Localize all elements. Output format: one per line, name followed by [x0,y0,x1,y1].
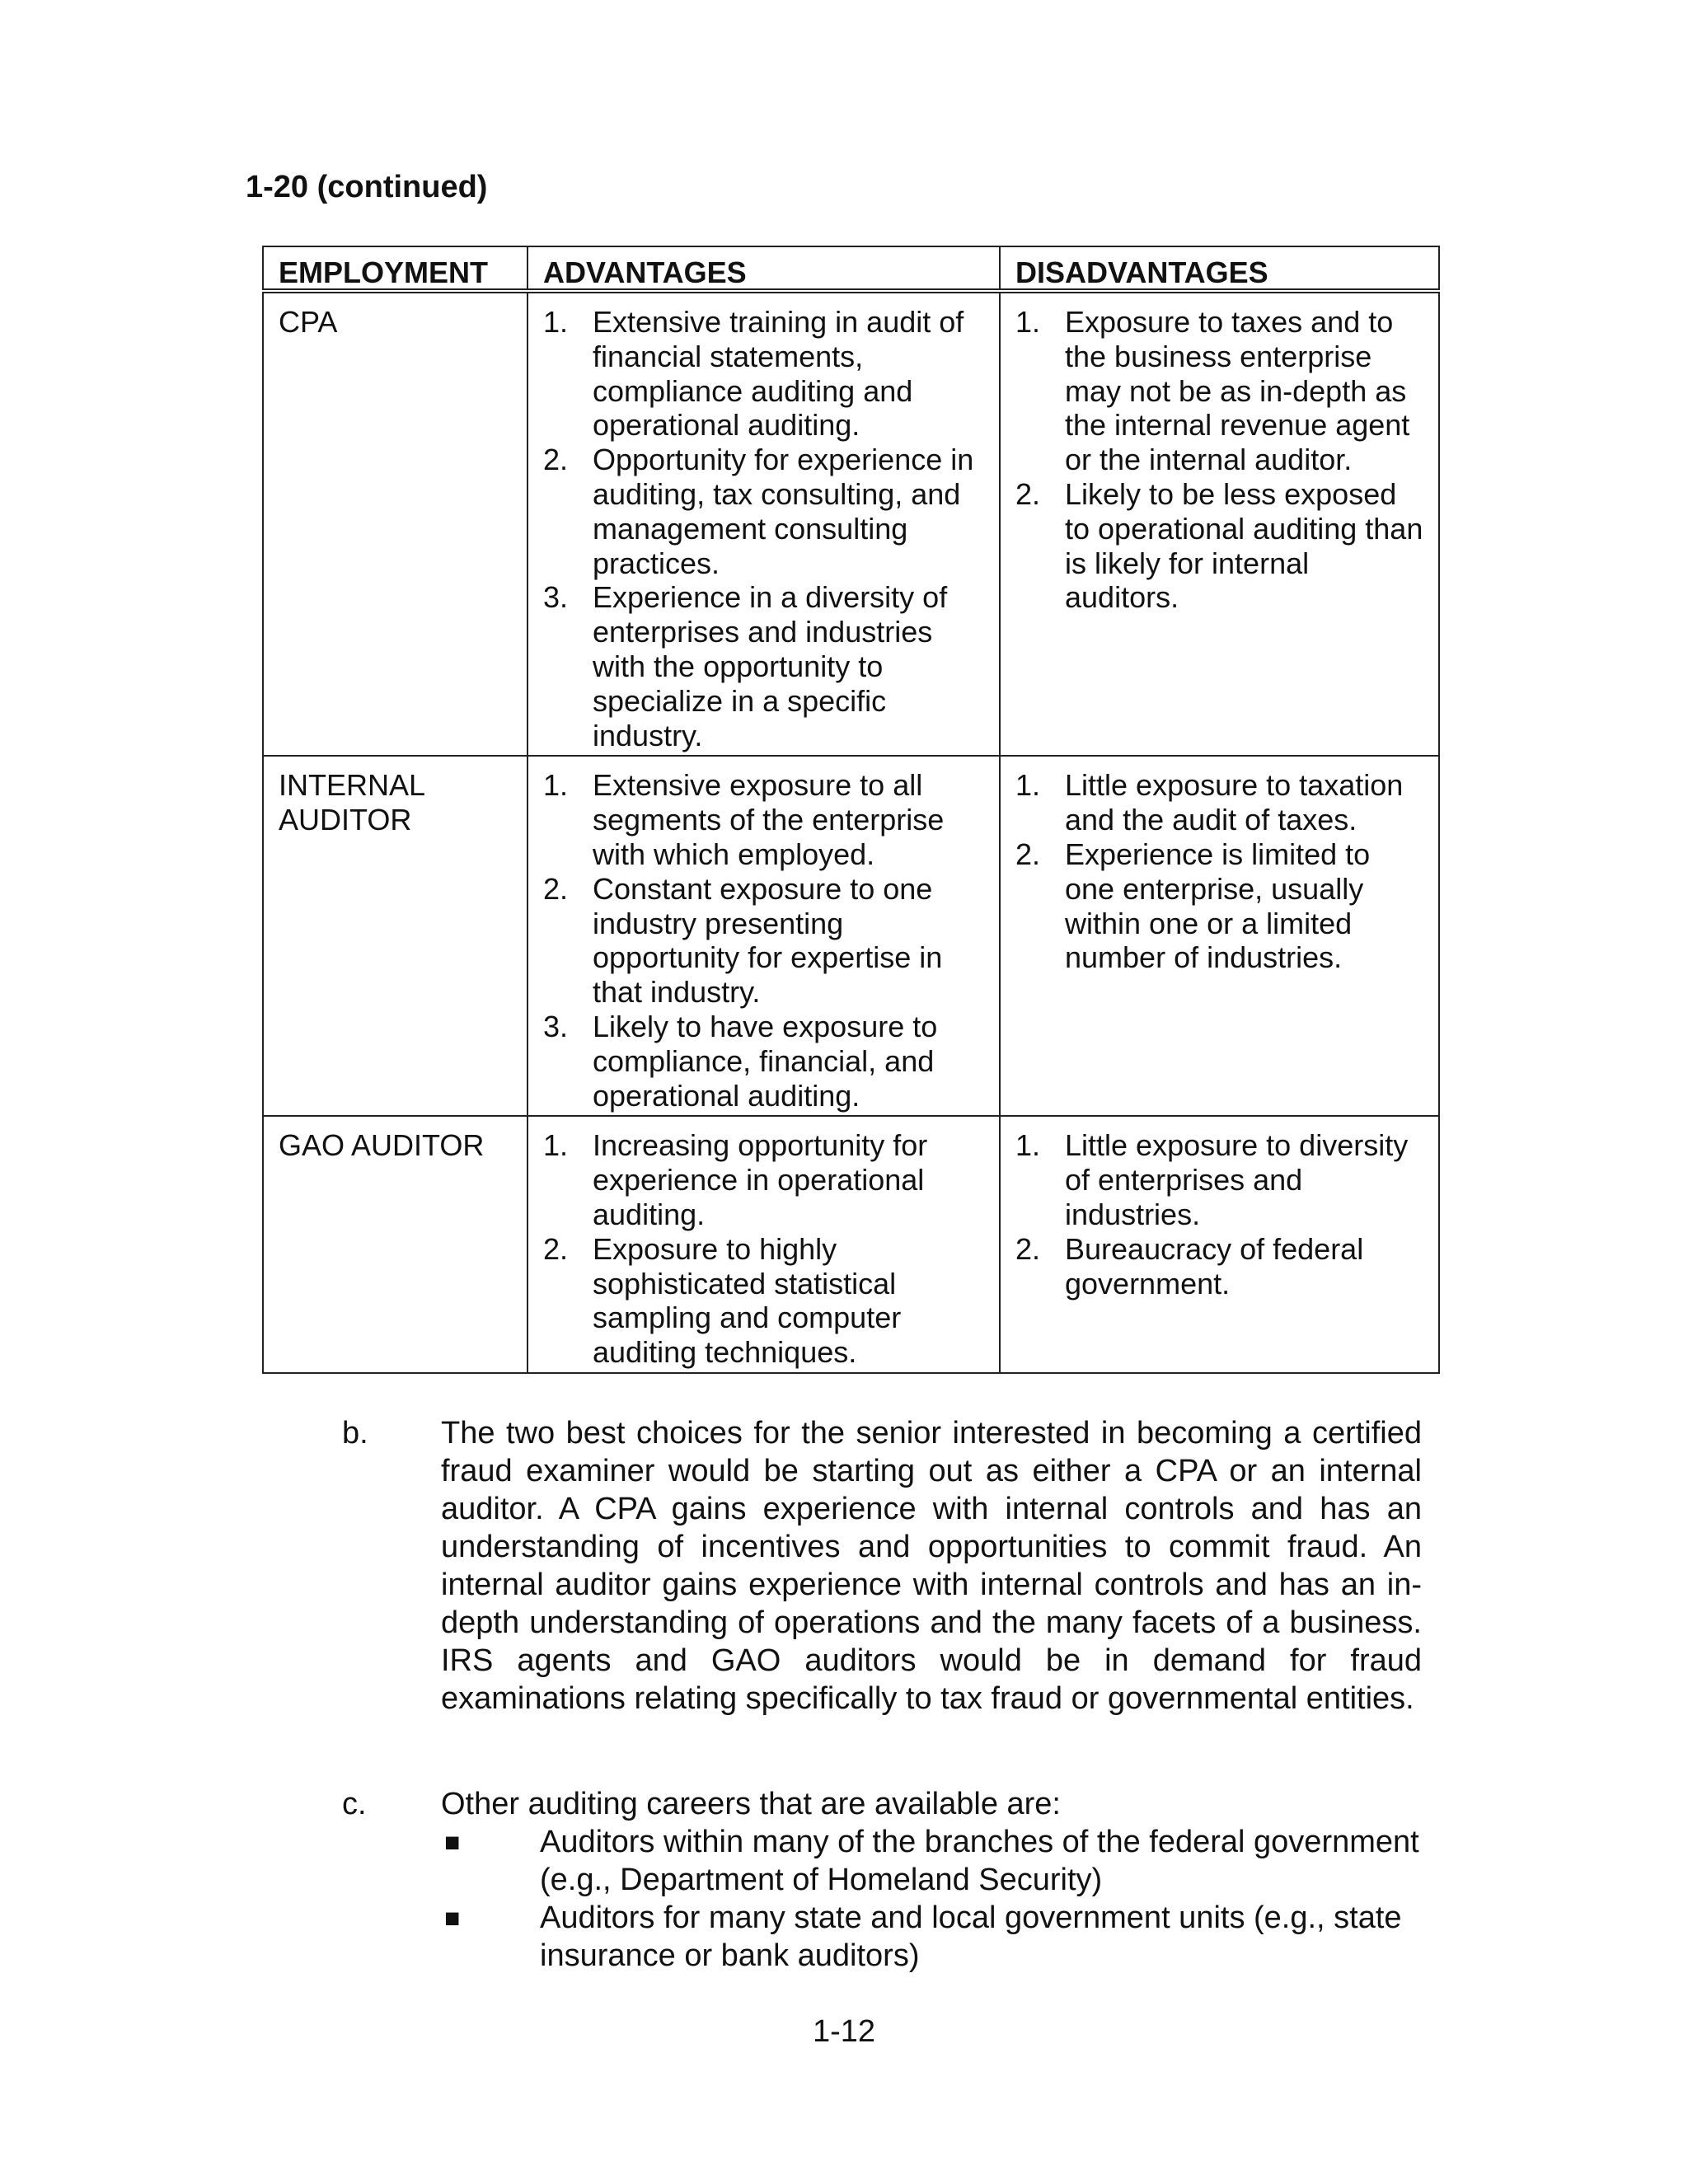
list-item [1015,768,1423,837]
item-number: 1. [543,1128,569,1163]
square-bullet-icon: ■ [444,1827,461,1857]
employment-label: INTERNAL AUDITOR [279,768,424,837]
item-text: Extensive exposure to all segments of the enterprise with which employed. [593,768,945,871]
item-number: 2. [543,443,569,477]
square-bullet-icon: ■ [444,1903,461,1933]
item-number: 2. [543,1231,569,1266]
item-number: 1. [543,768,569,803]
item-number: 1. [1015,305,1041,339]
employment-label: CPA [279,305,338,339]
item-text: Exposure to highly sophisticated statistical sampling and computer auditing techniques. [593,1231,902,1370]
list-item [1015,1232,1423,1301]
header-advantages: ADVANTAGES [528,246,1000,291]
table-row-internal-auditor [263,756,1439,1116]
header-disadvantages: DISADVANTAGES [1000,246,1439,291]
section-heading: 1-20 (continued) [246,170,488,204]
item-number: 3. [543,1009,569,1043]
item-number: 1. [1015,768,1041,803]
item-number: 1. [543,305,569,339]
item-text: Little exposure to diversity of enterprises and industries. [1065,1128,1409,1231]
part-b-marker: b. [342,1416,368,1451]
employment-cell [263,1116,528,1373]
item-text: Increasing opportunity for experience in operational auditing. [593,1128,928,1231]
list-item [1015,837,1423,975]
disadvantages-cell [1000,1116,1439,1373]
table-row-cpa [263,291,1439,756]
item-text: Little exposure to taxation and the audit of taxes. [1065,768,1404,837]
list-item [543,872,984,1010]
disadvantages-list [1015,1128,1423,1301]
advantages-cell [528,291,1000,756]
list-item [1015,305,1423,477]
item-text: Likely to be less exposed to operational auditing than is likely for internal auditors. [1065,476,1423,615]
disadvantages-list [1015,305,1423,615]
list-item [1015,1128,1423,1231]
item-text: Likely to have exposure to compliance, financial, and operational auditing. [593,1009,938,1113]
table-row-gao-auditor [263,1116,1439,1373]
part-b-paragraph [342,1414,1422,1718]
list-item [543,443,984,580]
careers-bullet-list [441,1823,1422,1975]
part-c-marker: c. [342,1787,367,1821]
part-b-text: The two best choices for the senior interested in becoming a certified fraud examiner would be starting out as either a CPA or an internal auditor. A CPA gains experience with internal controls and has an understanding of incentives and opportunities to commit fraud. An internal auditor gains experience with internal controls and has an in-depth understanding of operations and the many facets of a business. IRS agents and GAO auditors would be in demand for fraud examinations relating specifically to tax fraud or governmental entities. [441,1416,1422,1716]
advantages-list [543,305,984,752]
list-item [543,1010,984,1113]
list-item [543,768,984,871]
employment-cell [263,756,528,1116]
item-number: 3. [543,580,569,615]
item-number: 2. [1015,1231,1041,1266]
list-item [543,1232,984,1370]
part-c-intro: Other auditing careers that are available are: [441,1787,1061,1821]
disadvantages-list [1015,768,1423,975]
list-item [543,1128,984,1231]
header-employment: EMPLOYMENT [263,246,528,291]
item-text: Exposure to taxes and to the business enterprise may not be as in-depth as the internal revenue agent or the internal auditor. [1065,305,1410,477]
advantages-list [543,1128,984,1370]
item-number: 2. [543,871,569,906]
part-c-body [441,1785,1422,1975]
item-text: Constant exposure to one industry presenting opportunity for expertise in that industry. [593,871,943,1010]
table-header-row [263,246,1439,291]
item-text: Extensive training in audit of financial statements, compliance auditing and operational auditing. [593,305,964,443]
list-item [543,305,984,443]
advantages-cell [528,1116,1000,1373]
item-number: 2. [1015,837,1041,871]
disadvantages-cell [1000,291,1439,756]
advantages-cell [528,756,1000,1116]
part-c-section [342,1785,1422,1975]
employment-cell [263,291,528,756]
item-text: Experience in a diversity of enterprises and industries with the opportunity to specialize in a specific industry. [593,580,948,752]
employment-label: GAO AUDITOR [279,1128,485,1163]
item-text: Opportunity for experience in auditing, tax consulting, and management consulting practices. [593,443,974,580]
item-number: 1. [1015,1128,1041,1163]
employment-comparison-table [262,246,1440,1374]
list-item [441,1899,1422,1975]
item-number: 2. [1015,476,1041,511]
bullet-text: Auditors within many of the branches of the federal government (e.g., Department of Homeland Security) [540,1825,1419,1897]
item-text: Bureaucracy of federal government. [1065,1231,1364,1301]
list-item [543,580,984,752]
bullet-text: Auditors for many state and local government units (e.g., state insurance or bank auditors) [540,1900,1402,1973]
page-number: 1-12 [812,2014,876,2049]
disadvantages-cell [1000,756,1439,1116]
item-text: Experience is limited to one enterprise, usually within one or a limited number of industries. [1065,837,1371,975]
advantages-list [543,768,984,1113]
list-item [441,1823,1422,1899]
list-item [1015,477,1423,615]
